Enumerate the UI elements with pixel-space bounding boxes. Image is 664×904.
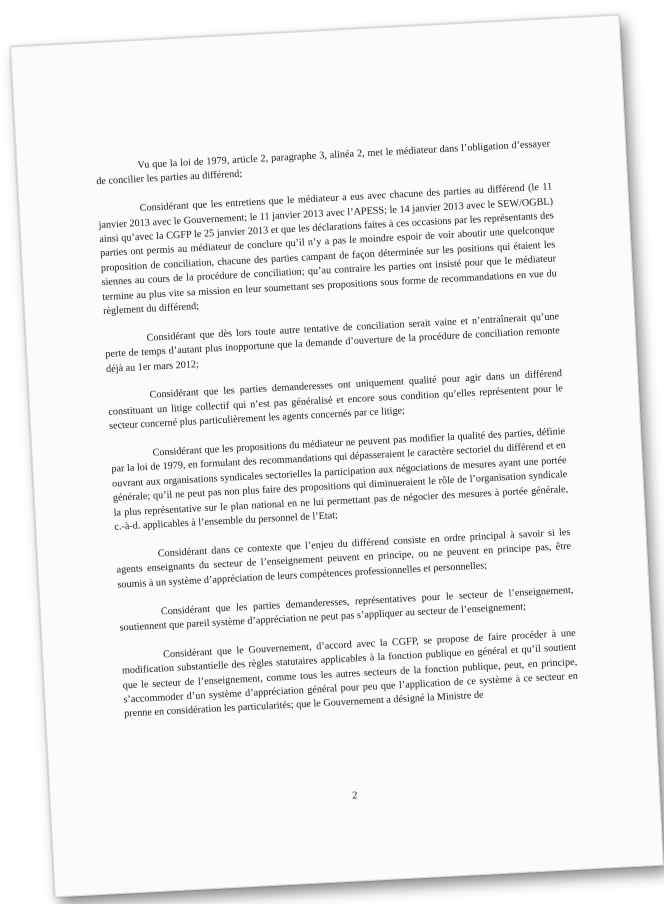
paragraph-qualite-agir: Considérant que les parties demanderesses ont uniquement qualité pour agir dans un différend constituant un litige collectif qui n’est pas généralisé et encore sous condition qu’elles représentent pour le secteur concerné plus particulièrement les agents concernés par ce litige; — [108, 368, 564, 433]
paragraph-vu-que: Vu que la loi de 1979, article 2, paragraphe 3, alinéa 2, met le médiateur dans l’obligation d’essayer de concilier les parties au différend; — [96, 138, 551, 188]
paragraph-enjeu-differend: Considérant dans ce contexte que l’enjeu du différend consiste en ordre principal à savoir si les agents enseignants du secteur de l’enseignement peuvent en principe, ou ne peuvent en principe pas, être soumis à un système d’appréciation de leurs compétences professionnelles et personnelles; — [116, 526, 572, 591]
paragraph-conciliation-vaine: Considérant que dès lors toute autre tentative de conciliation serait vaine et n’entraînerait qu’une perte de temps d’autant plus inopportune que la demande d’ouverture de la procédure de conciliation remonte déjà au 1er mars 2012; — [105, 311, 561, 375]
paragraph-entretiens: Considérant que les entretiens que le médiateur a eus avec chacune des parties au différend (le 11 janvier 2013 avec le Gouvernement; le 11 janvier 2013 avec l’APESS; le 14 janvier 2013 avec le SEW/OGBL) ainsi qu’avec la CGFP le 25 janvier 2013 et que les déclarations faites à ces occasions par les représentants des parties ont permis au médiateur de conclure qu’il n’y a pas le moindre espoir de voir aboutir une quelconque proposition de conciliation, chacune des parties campant de façon déterminée sur les positions qui étaient les siennes au cours de la procédure de conciliation; qu’au contraire les parties ont insisté pour que le médiateur termine au plus vite sa mission en leur soumettant ses propositions sous forme de recommandations en vue du règlement du différend; — [98, 181, 558, 318]
paragraph-propositions-mediateur: Considérant que les propositions du médiateur ne peuvent pas modifier la qualité des parties, définie par la loi de 1979, en formulant des recommandations qui dépasseraient le caractère sectoriel du différend et en ouvrant aux organisations syndicales sectorielles la participation aux négociations de mesures ayant une portée générale; qu’il ne peut pas non plus faire des propositions qui diminueraient le rôle de l’organisation syndicale la plus représentative sur le plan national en ne lui permettant pas de négocier des mesures à portée générale, c.-à-d. applicables à l’ensemble du personnel de l’Etat; — [111, 426, 569, 533]
page-number: 2 — [351, 790, 358, 802]
document-body — [95, 137, 580, 736]
paragraph-parties-demanderesses: Considérant que les parties demanderesses, représentatives pour le secteur de l’enseignement, soutiennent que pareil système d’appréciation ne peut pas s’appliquer au secteur de l’enseignement; — [119, 584, 574, 634]
document-page — [10, 15, 664, 898]
paragraph-gouvernement: Considérant que le Gouvernement, d’accord avec la CGFP, se propose de faire procéder à une modification substantielle des règles statutaires applicables à la fonction publique en général et qu’il soutient que le secteur de l’enseignement, comme tous les autres secteurs de la fonction publique, peut, en principe, s’accommoder d’un système d’appréciation général pour peu que l’application de ce système à ce secteur en prenne en considération les particularités; que le Gouvernement a désigné la Ministre de — [121, 627, 579, 720]
